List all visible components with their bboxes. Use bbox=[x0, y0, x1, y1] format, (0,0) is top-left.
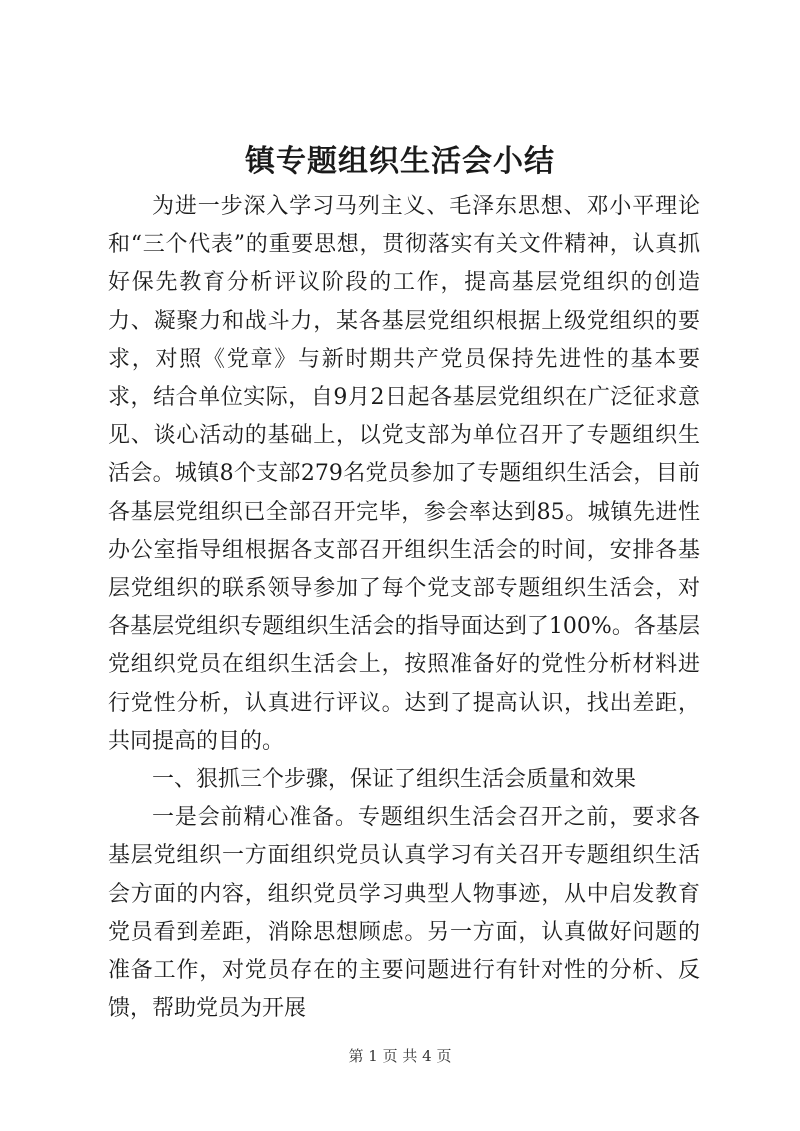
intro-paragraph: 为进一步深入学习马列主义、毛泽东思想、邓小平理论和“三个代表”的重要思想，贯彻落实有关文件精神，认真抓好保先教育分析评议阶段的工作，提高基层党组织的创造力、凝聚力和战斗力，某各基层党组织根据上级党组织的要求，对照《党章》与新时期共产党员保持先进性的基本要求，结合单位实际，自9月2日起各基层党组织在广泛征求意见、谈心活动的基础上，以党支部为单位召开了专题组织生活会。城镇8个支部279名党员参加了专题组织生活会，目前各基层党组织已全部召开完毕，参会率达到85。城镇先进性办公室指导组根据各支部召开组织生活会的时间，安排各基层党组织的联系领导参加了每个党支部专题组织生活会，对各基层党组织专题组织生活会的指导面达到了100%。各基层党组织党员在组织生活会上，按照准备好的党性分析材料进行党性分析，认真进行评议。达到了提高认识，找出差距，共同提高的目的。 bbox=[108, 194, 700, 754]
page-footer: 第 1 页 共 4 页 bbox=[348, 1047, 452, 1065]
page-title: 镇专题组织生活会小结 bbox=[245, 144, 555, 179]
section-heading: 一、狠抓三个步骤，保证了组织生活会质量和效果 bbox=[152, 767, 637, 793]
body-paragraph: 一是会前精心准备。专题组织生活会召开之前，要求各基层党组织一方面组织党员认真学习有关召开专题组织生活会方面的内容，组织党员学习典型人物事迹，从中启发教育党员看到差距，消除思想顾虑。另一方面，认真做好问题的准备工作，对党员存在的主要问题进行有针对性的分析、反馈，帮助党员为开展 bbox=[108, 805, 700, 1022]
document-body bbox=[108, 188, 700, 1028]
